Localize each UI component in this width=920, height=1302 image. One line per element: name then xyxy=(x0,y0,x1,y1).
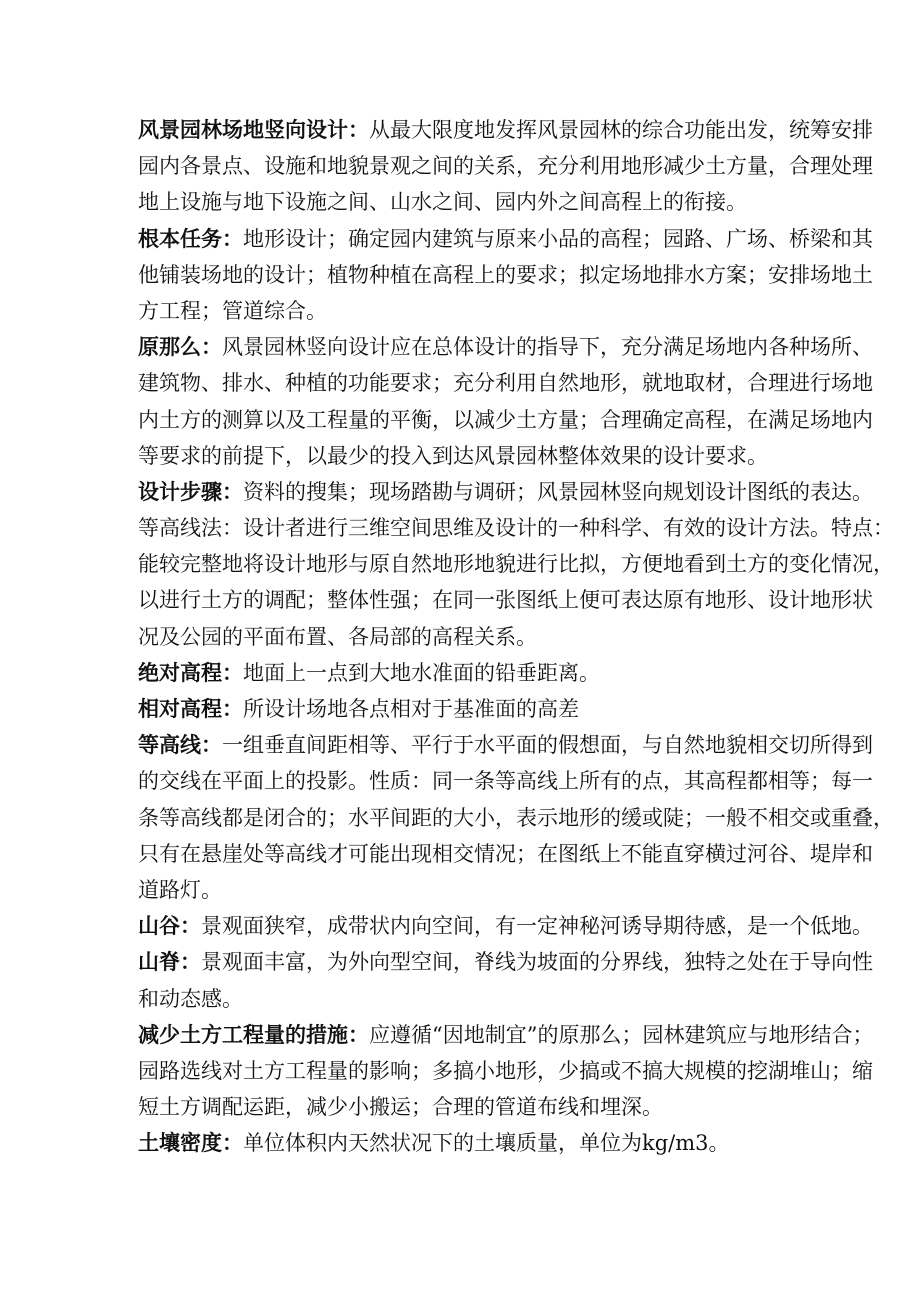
text-line xyxy=(138,293,798,329)
line-text: 一组垂直间距相等、平行于水平面的假想面，与自然地貌相交切所得到 xyxy=(222,733,873,758)
term-label: 土壤密度： xyxy=(138,1131,243,1156)
text-line xyxy=(138,365,873,401)
line-text: 他铺装场地的设计；植物种植在高程上的要求；拟定场地排水方案；安排场地土 xyxy=(138,262,873,287)
paragraph xyxy=(138,329,873,474)
paragraph xyxy=(138,474,873,510)
document-body xyxy=(138,112,894,1161)
text-line xyxy=(138,329,873,365)
line-text: 等高线法：设计者进行三维空间思维及设计的一种科学、有效的设计方法。特点： xyxy=(138,516,894,541)
line-text: 道路灯。 xyxy=(138,877,222,902)
text-line xyxy=(138,148,873,184)
line-text: 短土方调配运距，减少小搬运；合理的管道布线和埋深。 xyxy=(138,1095,663,1120)
text-line xyxy=(138,1017,874,1053)
line-text: 从最大限度地发挥风景园林的综合功能出发，统筹安排 xyxy=(369,118,873,142)
text-line xyxy=(138,546,894,582)
text-line xyxy=(138,510,894,546)
line-text: 应遵循“因地制宜”的原那么；园林建筑应与地形结合； xyxy=(369,1022,874,1047)
line-text: 单位体积内天然状况下的土壤质量，单位为kg/m3。 xyxy=(243,1131,730,1156)
text-line xyxy=(138,691,798,727)
text-line xyxy=(138,800,894,836)
paragraph xyxy=(138,908,873,944)
line-text: 景观面丰富，为外向型空间，脊线为坡面的分界线，独特之处在于导向性 xyxy=(201,950,873,975)
text-line xyxy=(138,257,873,293)
text-line xyxy=(138,981,798,1017)
text-line xyxy=(138,1089,798,1125)
text-line xyxy=(138,402,873,438)
line-text: 的交线在平面上的投影。性质：同一条等高线上所有的点，其高程都相等；每一 xyxy=(138,769,873,794)
text-line xyxy=(138,221,873,257)
term-label: 风景园林场地竖向设计： xyxy=(138,118,369,142)
paragraph xyxy=(138,1017,874,1126)
term-label: 等高线： xyxy=(138,733,222,758)
paragraph xyxy=(138,944,873,1016)
text-line xyxy=(138,763,873,799)
paragraph xyxy=(138,221,873,330)
line-text: 条等高线都是闭合的；水平间距的大小，表示地形的缓或陡；一般不相交或重叠， xyxy=(138,805,894,830)
line-text: 况及公园的平面布置、各局部的高程关系。 xyxy=(138,624,537,649)
term-label: 原那么： xyxy=(138,335,222,360)
term-label: 绝对高程： xyxy=(138,660,243,685)
text-line xyxy=(138,727,873,763)
term-label: 减少土方工程量的措施： xyxy=(138,1022,369,1047)
text-line xyxy=(138,619,798,655)
line-text: 和动态感。 xyxy=(138,986,243,1011)
text-line xyxy=(138,112,873,148)
term-label: 相对高程： xyxy=(138,697,243,721)
paragraph xyxy=(138,655,798,691)
line-text: 内土方的测算以及工程量的平衡，以减少土方量；合理确定高程，在满足场地内 xyxy=(138,407,873,432)
text-line xyxy=(138,474,873,510)
line-text: 能较完整地将设计地形与原自然地形地貌进行比拟，方便地看到土方的变化情况， xyxy=(138,552,894,577)
line-text: 地上设施与地下设施之间、山水之间、园内外之间高程上的衔接。 xyxy=(138,190,747,215)
line-text: 风景园林竖向设计应在总体设计的指导下，充分满足场地内各种场所、 xyxy=(222,335,873,360)
line-text: 所设计场地各点相对于基准面的高差 xyxy=(243,697,579,721)
term-label: 山脊： xyxy=(138,950,201,975)
line-text: 等要求的前提下，以最少的投入到达风景园林整体效果的设计要求。 xyxy=(138,443,768,468)
term-label: 山谷： xyxy=(138,914,201,939)
text-line xyxy=(138,908,873,944)
line-text: 园内各景点、设施和地貌景观之间的关系，充分利用地形减少土方量，合理处理 xyxy=(138,154,873,179)
term-label: 设计步骤： xyxy=(138,479,243,504)
paragraph xyxy=(138,510,894,655)
text-line xyxy=(138,944,873,980)
line-text: 地面上一点到大地水准面的铅垂距离。 xyxy=(243,660,600,685)
line-text: 地形设计；确定园内建筑与原来小品的高程；园路、广场、桥梁和其 xyxy=(243,226,873,251)
text-line xyxy=(138,438,798,474)
text-line xyxy=(138,655,798,691)
text-line xyxy=(138,1053,873,1089)
text-line xyxy=(138,836,873,872)
text-line xyxy=(138,184,798,220)
term-label: 根本任务： xyxy=(138,226,243,251)
text-line xyxy=(138,582,873,618)
text-line xyxy=(138,1125,798,1161)
paragraph xyxy=(138,691,798,727)
paragraph xyxy=(138,1125,798,1161)
line-text: 方工程；管道综合。 xyxy=(138,298,327,323)
line-text: 资料的搜集；现场踏勘与调研；风景园林竖向规划设计图纸的表达。 xyxy=(243,479,873,504)
text-line xyxy=(138,872,798,908)
paragraph xyxy=(138,727,894,908)
line-text: 以进行土方的调配；整体性强；在同一张图纸上便可表达原有地形、设计地形状 xyxy=(138,588,873,613)
paragraph xyxy=(138,112,873,221)
line-text: 建筑物、排水、种植的功能要求；充分利用自然地形，就地取材，合理进行场地 xyxy=(138,371,873,396)
line-text: 园路选线对土方工程量的影响；多搞小地形，少搞或不搞大规模的挖湖堆山；缩 xyxy=(138,1058,873,1083)
line-text: 只有在悬崖处等高线才可能出现相交情况；在图纸上不能直穿横过河谷、堤岸和 xyxy=(138,841,873,866)
line-text: 景观面狭窄，成带状内向空间，有一定神秘河诱导期待感，是一个低地。 xyxy=(201,914,873,939)
